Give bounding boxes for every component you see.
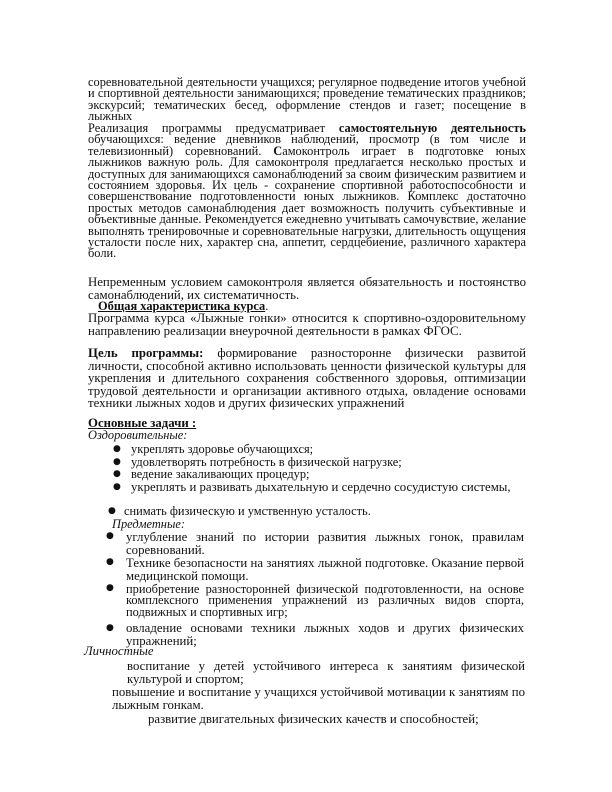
course-heading-text: Общая характеристика курса (98, 299, 266, 313)
subject-item: овладение основами техники лыжных ходов и других физических упражнений; (126, 621, 524, 648)
bullet-icon: ● (108, 506, 116, 516)
tasks-heading-text: Основные задачи : (88, 416, 197, 430)
bullet-icon: ● (113, 457, 121, 467)
bullet-icon: ● (106, 531, 114, 541)
personal-label: Личностные (84, 644, 154, 658)
paragraph-goal (88, 347, 526, 410)
self-control-after: обучающихся: ведение дневников наблюдений, просмотр (в том числе и телевизионный) соревнований. (88, 132, 526, 158)
subject-label: Предметные: (112, 517, 185, 531)
health-item: удовлетворять потребность в физической нагрузке; (131, 455, 402, 469)
subject-item: Технике безопасности на занятиях лыжной подготовке. Оказание первой медицинской помощи. (126, 556, 524, 583)
health-item: снимать физическую и умственную усталость. (124, 504, 371, 518)
personal-item: воспитание у детей устойчивого интереса к занятиям физической культурой и спортом; (127, 659, 525, 686)
health-item: укреплять и развивать дыхательную и сердечно сосудистую системы, (131, 480, 511, 494)
paragraph-activities: соревновательной деятельности учащихся; регулярное подведение итогов учебной и спортивной деятельности занимающихся; проведение тематических праздников; экскурсий; тематических бесед, оформление стендов и газет; посещение в лыжных (88, 75, 526, 124)
bullet-icon: ● (113, 482, 121, 492)
self-activity-bold: самостоятельную деятельность (338, 121, 526, 135)
self-control-rest: амоконтроль играет в подготовке юных лыжников важную роль. Для самоконтроля предлагается несколько простых и доступных для занимающихся самонаблюдений за своим физическим развитием и состоянием здоровья. Их цель - сохранение спортивной работоспособности и совершенствование подготовленности юных лыжников. Комплекс достаточно простых методов самонаблюдения дает возможность получить субъективные и объективные данные. Рекомендуется ежедневно учитывать самочувствие, желание выполнять тренировочные и соревновательные нагрузки, длительность ощущения усталости после них, характер сна, аппетит, сердцебиение, различного характера боли. (88, 143, 526, 261)
goal-label: Цель программы: (88, 346, 204, 360)
self-control-lead: Реализация программы предусматривает (88, 121, 339, 135)
health-label: Оздоровительные: (88, 428, 188, 442)
subject-item: приобретение разносторонней физической подготовленности, на основе комплексного применения упражнений из различных видов спорта, подвижных и спортивных игр; (126, 582, 524, 619)
self-control-letter: С (273, 143, 283, 158)
bullet-icon: ● (113, 444, 121, 454)
bullet-icon: ● (106, 623, 114, 633)
bullet-icon: ● (106, 557, 114, 567)
paragraph-obligation: Непременным условием самоконтроля является обязательность и постоянство самонаблюдений, их систематичность. (88, 275, 526, 302)
bullet-icon: ● (106, 583, 114, 593)
course-heading-dot: . (265, 299, 269, 313)
health-item: ведение закаливающих процедур; (131, 467, 310, 481)
personal-item: развитие двигательных физических качеств и способностей; (148, 712, 479, 726)
subject-item: углубление знаний по истории развития лыжных гонок, правилам соревнований. (126, 530, 524, 557)
bullet-icon: ● (113, 469, 121, 479)
health-item: укреплять здоровье обучающихся; (131, 442, 314, 456)
paragraph-course: Программа курса «Лыжные гонки» относится к спортивно-оздоровительному направлению реализации внеурочной деятельности в рамках ФГОС. (88, 311, 526, 338)
paragraph-self-control (88, 123, 526, 260)
personal-item: повышение и воспитание у учащихся устойчивой мотивации к занятиям по лыжным гонкам. (112, 685, 525, 712)
goal-text: формирование разносторонне физически развитой личности, способной активно использовать ценности физической культуры для укрепления и длительного сохранения собственного здоровья, оптимизации трудовой деятельности и организации активного отдыха, овладение основами техники лыжных ходов и других физических упражнений (88, 346, 526, 411)
